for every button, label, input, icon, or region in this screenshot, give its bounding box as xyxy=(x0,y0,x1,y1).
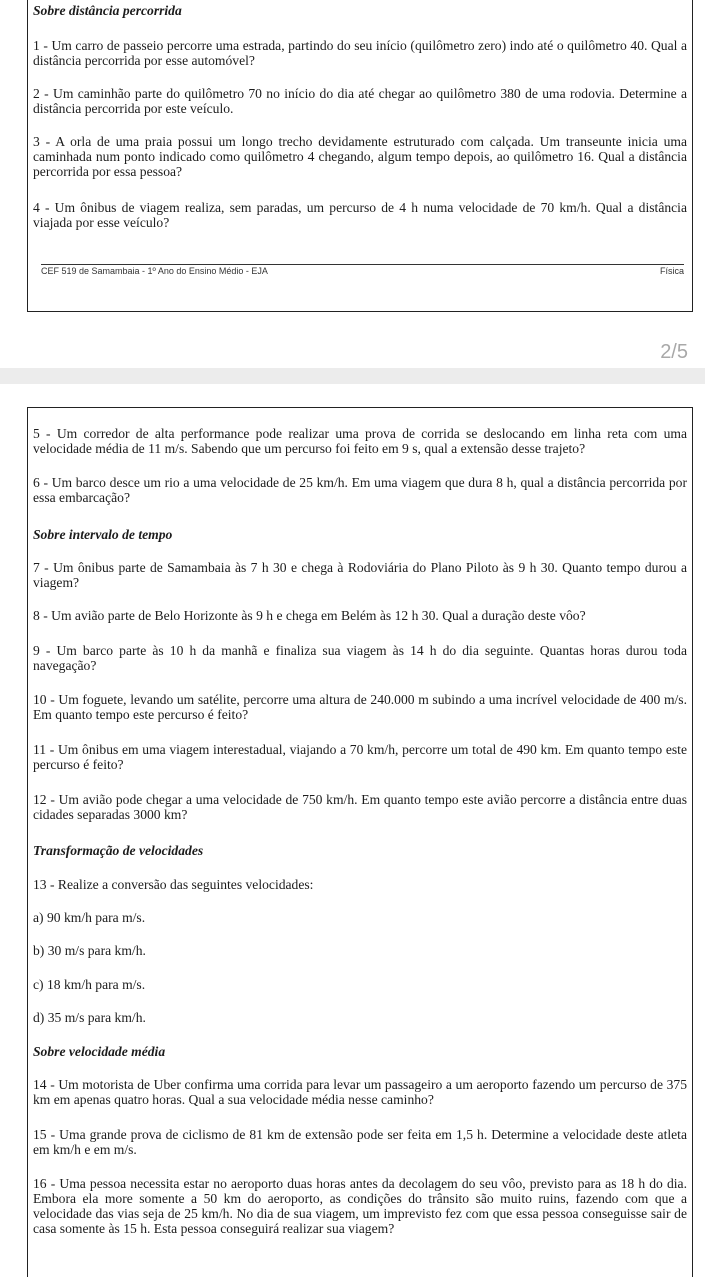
question-11: 11 - Um ônibus em uma viagem interestadual, viajando a 70 km/h, percorre um total de 490 km. Em quanto tempo este percurso é feito? xyxy=(33,742,687,772)
page-separator xyxy=(0,368,705,384)
question-6: 6 - Um barco desce um rio a uma velocidade de 25 km/h. Em uma viagem que dura 8 h, qual a distância percorrida por essa embarcação? xyxy=(33,475,687,505)
question-13a: a) 90 km/h para m/s. xyxy=(33,910,146,925)
worksheet-page-1 xyxy=(27,0,693,312)
question-13d: d) 35 m/s para km/h. xyxy=(33,1010,146,1025)
question-13c: c) 18 km/h para m/s. xyxy=(33,977,146,992)
footer-school: CEF 519 de Samambaia - 1º Ano do Ensino Médio - EJA xyxy=(41,266,268,276)
question-5: 5 - Um corredor de alta performance pode realizar uma prova de corrida se deslocando em linha reta com uma velocidade média de 11 m/s. Sabendo que um percurso foi feito em 9 s, qual a extensão desse trajeto? xyxy=(33,426,687,456)
question-3: 3 - A orla de uma praia possui um longo trecho devidamente estruturado com calçada. Um transeunte inicia uma caminhada num ponto indicado como quilômetro 4 chegando, algum tempo depois, ao quilômetro 16. Qual a distância percorrida por essa pessoa? xyxy=(33,134,687,179)
question-13b: b) 30 m/s para km/h. xyxy=(33,943,146,958)
question-4: 4 - Um ônibus de viagem realiza, sem paradas, um percurso de 4 h numa velocidade de 70 km/h. Qual a distância viajada por esse veículo? xyxy=(33,200,687,230)
section-heading-distance: Sobre distância percorrida xyxy=(33,3,182,18)
worksheet-page-2 xyxy=(27,407,693,1277)
question-16: 16 - Uma pessoa necessita estar no aeroporto duas horas antes da decolagem do seu vôo, previsto para as 18 h do dia. Embora ela more somente a 50 km do aeroporto, as condições do trânsito são muito ruins, fazendo com que a velocidade das vias seja de 25 km/h. No dia de sua viagem, um imprevisto fez com que essa pessoa conseguisse sair de casa somente às 15 h. Esta pessoa conseguirá realizar sua viagem? xyxy=(33,1176,687,1236)
question-2: 2 - Um caminhão parte do quilômetro 70 no início do dia até chegar ao quilômetro 380 de uma rodovia. Determine a distância percorrida por este veículo. xyxy=(33,86,687,116)
section-heading-time: Sobre intervalo de tempo xyxy=(33,527,173,542)
question-10: 10 - Um foguete, levando um satélite, percorre uma altura de 240.000 m subindo a uma incrível velocidade de 400 m/s. Em quanto tempo este percurso é feito? xyxy=(33,692,687,722)
question-7: 7 - Um ônibus parte de Samambaia às 7 h 30 e chega à Rodoviária do Plano Piloto às 9 h 30. Quanto tempo durou a viagem? xyxy=(33,560,687,590)
question-15: 15 - Uma grande prova de ciclismo de 81 km de extensão pode ser feita em 1,5 h. Determine a velocidade deste atleta em km/h e em m/s. xyxy=(33,1127,687,1157)
page-gap xyxy=(0,312,705,407)
question-14: 14 - Um motorista de Uber confirma uma corrida para levar um passageiro a um aeroporto fazendo um percurso de 375 km em apenas quatro horas. Qual a sua velocidade média nesse caminho? xyxy=(33,1077,687,1107)
question-13: 13 - Realize a conversão das seguintes velocidades: xyxy=(33,877,314,892)
page-footer xyxy=(41,264,684,276)
footer-subject: Física xyxy=(659,266,684,276)
section-heading-conversion: Transformação de velocidades xyxy=(33,843,204,858)
question-12: 12 - Um avião pode chegar a uma velocidade de 750 km/h. Em quanto tempo este avião percorre a distância entre duas cidades separadas 3000 km? xyxy=(33,792,687,822)
section-heading-average-speed: Sobre velocidade média xyxy=(33,1044,166,1059)
question-9: 9 - Um barco parte às 10 h da manhã e finaliza sua viagem às 14 h do dia seguinte. Quantas horas durou toda navegação? xyxy=(33,643,687,673)
question-8: 8 - Um avião parte de Belo Horizonte às 9 h e chega em Belém às 12 h 30. Qual a duração deste vôo? xyxy=(33,608,586,623)
question-1: 1 - Um carro de passeio percorre uma estrada, partindo do seu início (quilômetro zero) indo até o quilômetro 40. Qual a distância percorrida por esse automóvel? xyxy=(33,38,687,68)
page-indicator: 2/5 xyxy=(660,341,688,363)
